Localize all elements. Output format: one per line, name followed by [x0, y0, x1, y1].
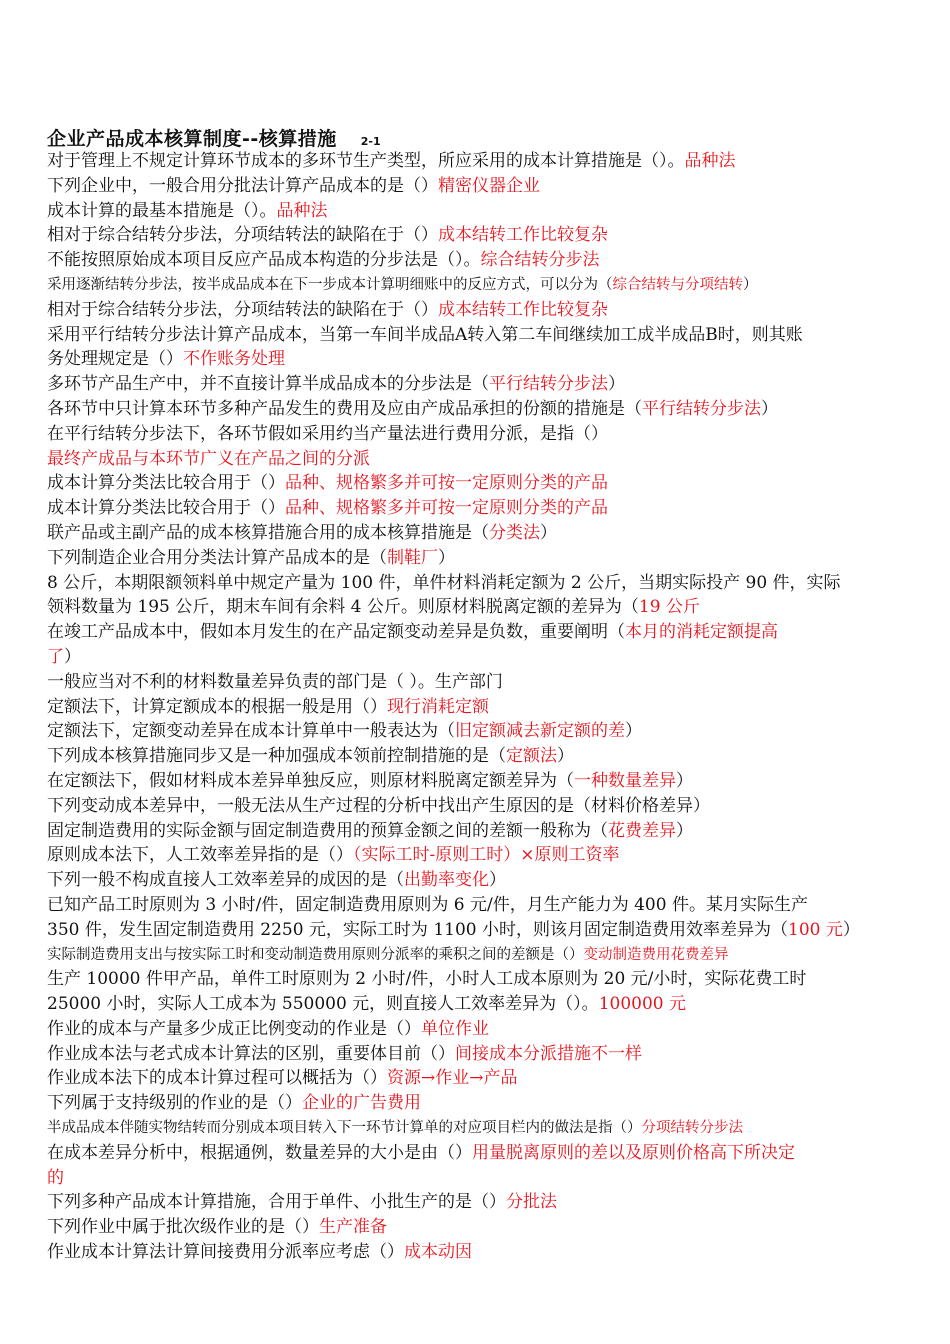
question-line — [47, 1116, 907, 1141]
question-text-tail: ） — [676, 820, 693, 841]
question-text: 作业成本法与老式成本计算法的区别，重要体目前（） — [47, 1043, 455, 1064]
question-text-tail: ） — [557, 746, 574, 767]
answer-text: 了 — [47, 646, 64, 667]
question-line — [47, 174, 907, 199]
question-text: 多环节产品生产中，并不直接计算半成品成本的分步法是（ — [47, 374, 489, 395]
question-text: 不能按照原始成本项目反应产品成本构造的分步法是（）。 — [47, 250, 481, 271]
question-line — [47, 670, 907, 695]
answer-text: 本月的消耗定额提高 — [625, 622, 778, 643]
answer-text: 平行结转分步法 — [489, 374, 608, 395]
answer-text: 资源→作业→产品 — [387, 1068, 518, 1089]
answer-text: 花费差异 — [608, 820, 676, 841]
answer-text: 分项结转分步法 — [641, 1120, 743, 1137]
question-text: 联产品或主副产品的成本核算措施合用的成本核算措施是（ — [47, 522, 489, 543]
question-text: 350 件，发生固定制造费用 2250 元，实际工时为 1100 小时，则该月固定制造费用效率差异为（ — [47, 919, 788, 940]
question-line — [47, 645, 907, 670]
answer-text: 100 元 — [788, 919, 843, 940]
answer-text: 用量脱离原则的差以及原则价格高下所决定 — [472, 1142, 795, 1163]
question-line — [47, 794, 907, 819]
question-line — [47, 298, 907, 323]
answer-text: 旧定额减去新定额的差 — [455, 721, 625, 742]
question-line — [47, 893, 907, 918]
question-line — [47, 1017, 907, 1042]
answer-text: 平行结转分步法 — [642, 398, 761, 419]
question-line — [47, 819, 907, 844]
section-number: 2-1 — [360, 135, 381, 148]
question-line — [47, 149, 907, 174]
answer-text: 成本结转工作比较复杂 — [438, 225, 608, 246]
answer-text: 企业的广告费用 — [302, 1093, 421, 1114]
question-text-tail: ） — [438, 547, 455, 568]
document-page — [47, 124, 907, 1265]
question-text: 8 公斤，本期限额领料单中规定产量为 100 件，单件材料消耗定额为 2 公斤，当期实际投产 90 件，实际 — [47, 572, 841, 593]
question-line — [47, 695, 907, 720]
question-text: 已知产品工时原则为 3 小时/件，固定制造费用原则为 6 元/件，月生产能力为 400 件。某月实际生产 — [47, 894, 808, 915]
question-text: 生产 10000 件甲产品，单件工时原则为 2 小时/件，小时人工成本原则为 20 元/小时，实际花费工时 — [47, 969, 807, 990]
question-text: 作业成本法下的成本计算过程可以概括为（） — [47, 1068, 387, 1089]
question-text: 下列企业中，一般合用分批法计算产品成本的是（） — [47, 175, 438, 196]
question-text: 固定制造费用的实际金额与固定制造费用的预算金额之间的差额一般称为（ — [47, 820, 608, 841]
question-line — [47, 1190, 907, 1215]
question-line — [47, 868, 907, 893]
question-text: 成本计算分类法比较合用于（） — [47, 498, 285, 519]
answer-text: 最终产成品与本环节广义在产品之间的分派 — [47, 448, 370, 469]
question-text-tail: ） — [64, 646, 81, 667]
question-line — [47, 422, 907, 447]
question-text: 定额法下，计算定额成本的根据一般是用（） — [47, 696, 387, 717]
question-text: 下列成本核算措施同步又是一种加强成本领前控制措施的是（ — [47, 746, 506, 767]
question-line — [47, 1091, 907, 1116]
answer-text: 综合结转分步法 — [480, 250, 600, 271]
question-text: 在定额法下，假如材料成本差异单独反应，则原材料脱离定额差异为（ — [47, 770, 574, 791]
answer-text: 成本结转工作比较复杂 — [438, 299, 608, 320]
answer-text: 生产准备 — [319, 1217, 387, 1238]
question-text: 作业成本计算法计算间接费用分派率应考虑（） — [47, 1242, 404, 1263]
answer-text: 品种法 — [684, 151, 736, 171]
question-line — [47, 496, 907, 521]
question-line — [47, 223, 907, 248]
answer-text: 品种、规格繁多并可按一定原则分类的产品 — [285, 473, 608, 494]
question-text-tail: ） — [540, 522, 557, 543]
answer-text: 不作账务处理 — [183, 349, 285, 370]
question-line — [47, 1166, 907, 1191]
question-text: 在成本差异分析中，根据通例，数量差异的大小是由（） — [47, 1142, 472, 1163]
question-text: 成本计算分类法比较合用于（） — [47, 473, 285, 494]
answer-text: 出勤率变化 — [404, 870, 489, 891]
question-line — [47, 397, 907, 422]
answer-text: 成本动因 — [404, 1242, 472, 1263]
question-line — [47, 521, 907, 546]
answer-text: 分批法 — [506, 1192, 557, 1213]
question-text: 定额法下，定额变动差异在成本计算单中一般表达为（ — [47, 721, 455, 742]
question-text-tail: ） — [761, 398, 778, 419]
question-text: 下列一般不构成直接人工效率差异的成因的是（ — [47, 870, 404, 891]
question-text: 在竣工产品成本中，假如本月发生的在产品定额变动差异是负数，重要阐明（ — [47, 622, 625, 643]
question-list — [47, 149, 907, 1265]
question-line — [47, 347, 907, 372]
question-text: 相对于综合结转分步法，分项结转法的缺陷在于（） — [47, 225, 438, 246]
question-text: 下列多种产品成本计算措施，合用于单件、小批生产的是（） — [47, 1192, 506, 1213]
question-text-tail: ） — [608, 374, 625, 395]
question-line — [47, 273, 907, 298]
question-line — [47, 943, 907, 968]
question-line — [47, 199, 907, 224]
question-line — [47, 620, 907, 645]
question-text: 25000 小时，实际人工成本为 550000 元，则直接人工效率差异为（）。 — [47, 994, 599, 1015]
question-line — [47, 546, 907, 571]
question-line — [47, 967, 907, 992]
answer-text: 单位作业 — [421, 1018, 489, 1039]
question-line — [47, 1215, 907, 1240]
answer-text: 品种法 — [276, 200, 328, 221]
question-line — [47, 744, 907, 769]
question-text: 相对于综合结转分步法，分项结转法的缺陷在于（） — [47, 299, 438, 320]
question-text: 实际制造费用支出与按实际工时和变动制造费用原则分派率的乘积之间的差额是（） — [47, 946, 584, 963]
question-text-tail: ） — [489, 870, 506, 891]
question-line — [47, 447, 907, 472]
title-row — [47, 124, 907, 149]
question-line — [47, 719, 907, 744]
question-text: 务处理规定是（） — [47, 349, 183, 370]
question-text: 采用逐渐结转分步法，按半成品成本在下一步成本计算明细账中的反应方式，可以分为（ — [47, 276, 613, 293]
question-text-tail: ） — [676, 770, 693, 791]
question-line — [47, 1240, 907, 1265]
question-text: 一般应当对不利的材料数量差异负责的部门是（ ）。生产部门 — [47, 671, 503, 692]
answer-text: 综合结转与分项结转 — [612, 276, 743, 293]
question-text: 原则成本法下，人工效率差异指的是（） — [47, 845, 353, 866]
document-title: 企业产品成本核算制度--核算措施 — [47, 128, 337, 150]
question-line — [47, 769, 907, 794]
question-text: 下列作业中属于批次级作业的是（） — [47, 1217, 319, 1238]
question-text: 下列制造企业合用分类法计算产品成本的是（ — [47, 547, 387, 568]
question-line — [47, 1042, 907, 1067]
answer-text: 的 — [47, 1167, 64, 1188]
answer-text: 精密仪器企业 — [438, 175, 540, 196]
question-line — [47, 323, 907, 348]
question-line — [47, 471, 907, 496]
question-line — [47, 1066, 907, 1091]
answer-text: 19 公斤 — [638, 597, 700, 618]
question-line — [47, 1141, 907, 1166]
question-line — [47, 595, 907, 620]
question-line — [47, 372, 907, 397]
answer-text: 分类法 — [489, 522, 540, 543]
question-text: 成本计算的最基本措施是（）。 — [47, 200, 277, 221]
question-text: 下列变动成本差异中，一般无法从生产过程的分析中找出产生原因的是（材料价格差异） — [47, 795, 710, 816]
answer-text: 变动制造费用花费差异 — [583, 946, 729, 963]
question-line — [47, 992, 907, 1017]
answer-text: 现行消耗定额 — [387, 696, 489, 717]
question-line — [47, 843, 907, 868]
answer-text: 100000 元 — [598, 994, 686, 1015]
question-text-tail: ） — [743, 276, 758, 293]
answer-text: 一种数量差异 — [574, 770, 676, 791]
answer-text: （实际工时-原则工时）×原则工资率 — [353, 845, 620, 866]
question-text-tail: ） — [842, 919, 860, 940]
question-text: 下列属于支持级别的作业的是（） — [47, 1093, 302, 1114]
answer-text: 品种、规格繁多并可按一定原则分类的产品 — [285, 498, 608, 519]
question-text: 在平行结转分步法下，各环节假如采用约当产量法进行费用分派，是指（） — [47, 423, 608, 444]
answer-text: 间接成本分派措施不一样 — [455, 1043, 642, 1064]
question-text: 作业的成本与产量多少成正比例变动的作业是（） — [47, 1018, 421, 1039]
question-text: 各环节中只计算本环节多种产品发生的费用及应由产成品承担的份额的措施是（ — [47, 398, 642, 419]
question-line — [47, 918, 907, 943]
question-text: 领料数量为 195 公斤，期末车间有余料 4 公斤。则原材料脱离定额的差异为（ — [47, 597, 639, 618]
question-text: 半成品成本伴随实物结转而分别成本项目转入下一环节计算单的对应项目栏内的做法是指（） — [47, 1120, 642, 1137]
question-text: 采用平行结转分步法计算产品成本，当第一车间半成品A转入第二车间继续加工成半成品B时，则其账 — [47, 324, 803, 345]
question-text: 对于管理上不规定计算环节成本的多环节生产类型，所应采用的成本计算措施是（）。 — [47, 151, 685, 171]
answer-text: 定额法 — [506, 746, 557, 767]
question-line — [47, 248, 907, 273]
question-line — [47, 571, 907, 596]
answer-text: 制鞋厂 — [387, 547, 438, 568]
question-text-tail: ） — [625, 721, 642, 742]
